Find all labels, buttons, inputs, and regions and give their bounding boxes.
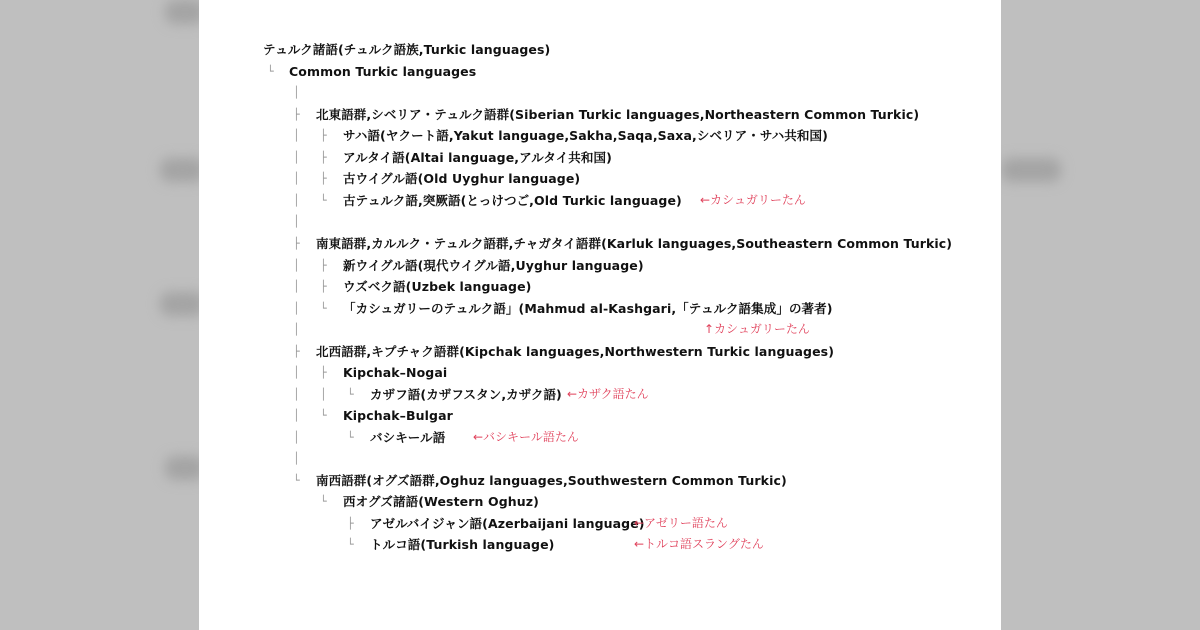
blur-shape [1001,158,1061,182]
connector-branch: ├ [320,151,327,164]
leaf-label: アルタイ語(Altai language,アルタイ共和国) [343,150,612,165]
annotation-note: ←アゼリー語たん [634,516,728,530]
connector-branch: ├ [293,345,300,358]
annotation-note: ←トルコ語スラングたん [634,537,764,551]
annotation-note: ←カザク語たん [567,387,649,401]
annotation-note: ←カシュガリーたん [700,193,806,207]
connector-last: └ [320,409,327,422]
connector-last: └ [320,302,327,315]
connector-last: └ [320,495,327,508]
connector-vertical: │ [293,366,300,379]
connector-vertical: │ [293,388,300,401]
connector-branch: ├ [320,129,327,142]
subgroup-label: 西オグズ諸語(Western Oghuz) [343,494,539,509]
leaf-label: 古ウイグル語(Old Uyghur language) [343,171,581,186]
subgroup-label: Kipchak–Bulgar [343,408,453,423]
leaf-label: バシキール語 [370,430,446,445]
blurred-background-left [0,0,199,630]
connector-branch: ├ [320,280,327,293]
document-page [199,0,1001,630]
connector-vertical: │ [293,194,300,207]
leaf-label: カザフ語(カザフスタン,カザク語) [370,387,562,402]
group-label: 南西語群(オグズ語群,Oghuz languages,Southwestern Common Turkic) [316,473,787,488]
connector-branch: ├ [320,172,327,185]
connector-vertical: │ [293,129,300,142]
connector-vertical: │ [293,431,300,444]
connector-vertical: │ [293,302,300,315]
leaf-label: サハ語(ヤクート語,Yakut language,Sakha,Saqa,Saxa,シベリア・サハ共和国) [343,128,828,143]
connector-last: └ [347,431,354,444]
leaf-label: 「カシュガリーのテュルク語」(Mahmud al-Kashgari,「テュルク語集成」の著者) [343,301,833,316]
leaf-label: 新ウイグル語(現代ウイグル語,Uyghur language) [343,258,644,273]
leaf-label: トルコ語(Turkish language) [370,537,555,552]
connector-last: └ [320,194,327,207]
connector-vertical: │ [293,323,300,336]
connector-vertical: │ [293,215,300,228]
connector-vertical: │ [293,172,300,185]
connector-branch: ├ [293,237,300,250]
group-label: 北東語群,シベリア・テュルク語群(Siberian Turkic languages,Northeastern Common Turkic) [316,107,920,122]
leaf-label: アゼルバイジャン語(Azerbaijani language) [370,516,645,531]
connector-branch: ├ [347,517,354,530]
group-label: 北西語群,キプチャク語群(Kipchak languages,Northwestern Turkic languages) [316,344,835,359]
connector-vertical: │ [293,280,300,293]
annotation-note: ←バシキール語たん [473,430,579,444]
group-label: 南東語群,カルルク・テュルク語群,チャガタイ語群(Karluk languages,Southeastern Common Turkic) [316,236,953,251]
connector-vertical: │ [293,86,300,99]
connector-vertical: │ [293,409,300,422]
connector-vertical: │ [320,388,327,401]
blurred-background-right [1001,0,1200,630]
connector-branch: ├ [293,108,300,121]
subgroup-label: Kipchak–Nogai [343,365,448,380]
root-label: テュルク諸語(チュルク語族,Turkic languages) [263,42,551,57]
connector-last: └ [347,388,354,401]
leaf-label: ウズベク語(Uzbek language) [343,279,532,294]
connector-vertical: │ [293,259,300,272]
connector-last: └ [293,474,300,487]
connector-last: └ [267,65,274,78]
connector-branch: ├ [320,366,327,379]
connector-branch: ├ [320,259,327,272]
annotation-note: ↑カシュガリーたん [704,322,810,336]
connector-last: └ [347,538,354,551]
common-label: Common Turkic languages [289,64,477,79]
connector-vertical: │ [293,452,300,465]
leaf-label: 古テュルク語,突厥語(とっけつご,Old Turkic language) [343,193,682,208]
connector-vertical: │ [293,151,300,164]
